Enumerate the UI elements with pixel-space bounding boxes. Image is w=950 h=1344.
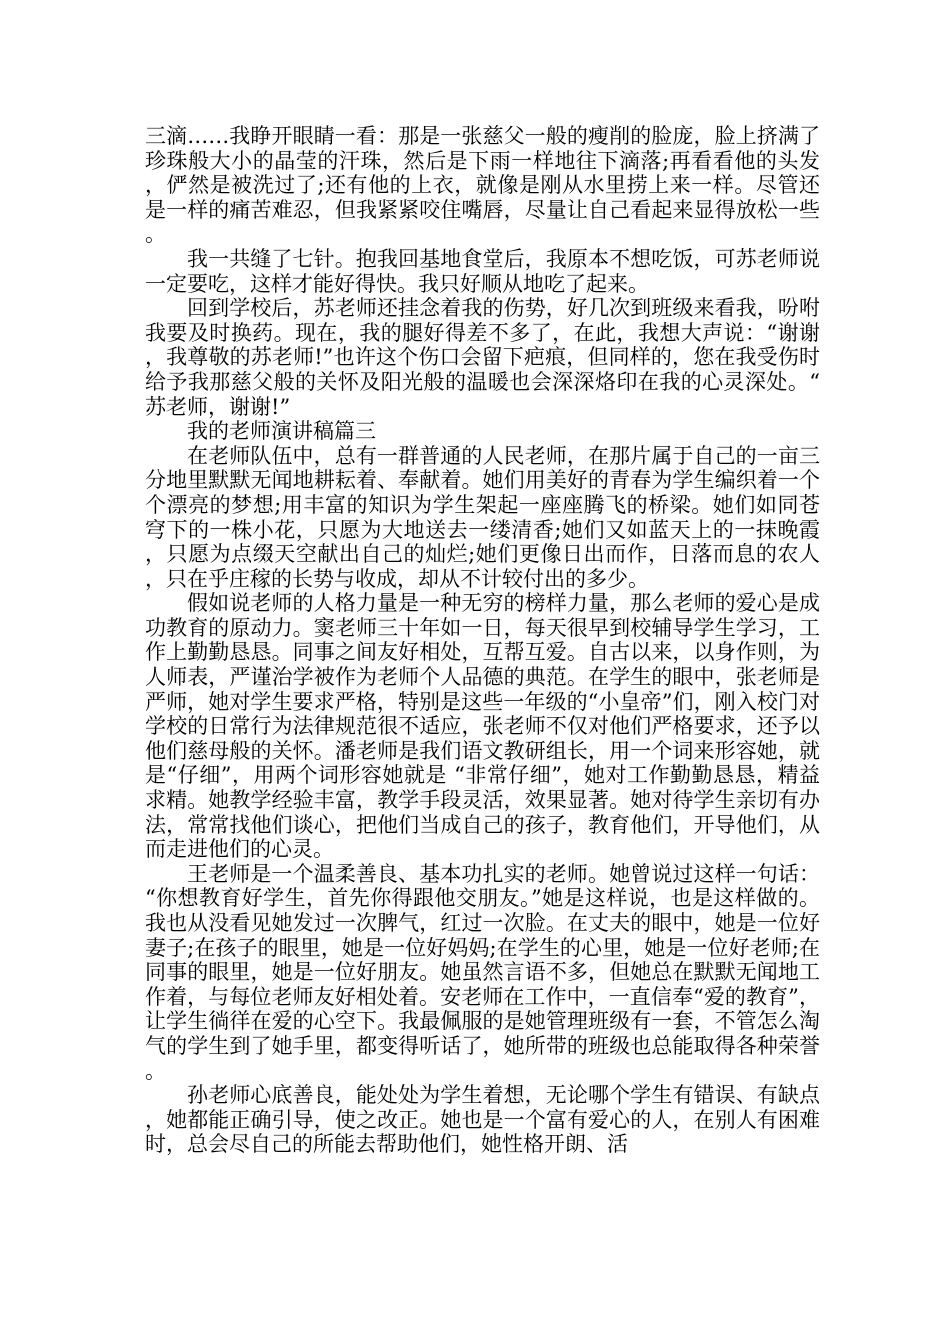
paragraph-1: 三滴……我睁开眼睛一看：那是一张慈父一般的瘦削的脸庞，脸上挤满了珍珠般大小的晶莹的汗珠，然后是下雨一样地往下滴落;再看看他的头发，俨然是被洗过了;还有他的上衣，就像是刚从水里捞上来一样。尽管还是一样的痛苦难忍，但我紧紧咬住嘴唇，尽量让自己看起来显得放松一些。 bbox=[145, 124, 820, 247]
paragraph-6: 王老师是一个温柔善良、基本功扎实的老师。她曾说过这样一句话：“你想教育好学生，首先你得跟他交朋友。”她是这样说，也是这样做的。我也从没看见她发过一次脾气，红过一次脸。在丈夫的眼中，她是一位好妻子;在孩子的眼里，她是一位好妈妈;在学生的心里，她是一位好老师;在同事的眼里，她是一位好朋友。她虽然言语不多，但她总在默默无闻地工作着，与每位老师友好相处着。安老师在工作中，一直信奉“爱的教育”，让学生徜徉在爱的心空下。我最佩服的是她管理班级有一套，不管怎么淘气的学生到了她手里，都变得听话了，她所带的班级也总能取得各种荣誉。 bbox=[145, 861, 820, 1083]
paragraph-4: 在老师队伍中，总有一群普通的人民老师，在那片属于自己的一亩三分地里默默无闻地耕耘着、奉献着。她们用美好的青春为学生编织着一个个漂亮的梦想;用丰富的知识为学生架起一座座腾飞的桥梁。她们如同苍穹下的一株小花，只愿为大地送去一缕清香;她们又如蓝天上的一抹晚霞，只愿为点缀天空献出自己的灿烂;她们更像日出而作，日落而息的农人，只在乎庄稼的长势与收成，却从不计较付出的多少。 bbox=[145, 443, 820, 591]
section-heading: 我的老师演讲稿篇三 bbox=[187, 419, 376, 444]
paragraph-7: 孙老师心底善良，能处处为学生着想，无论哪个学生有错误、有缺点，她都能正确引导，使之改正。她也是一个富有爱心的人，在别人有困难时，总会尽自己的所能去帮助他们，她性格开朗、活 bbox=[145, 1083, 820, 1157]
document-body bbox=[145, 124, 820, 1157]
paragraph-5: 假如说老师的人格力量是一种无穷的榜样力量，那么老师的爱心是成功教育的原动力。窦老师三十年如一日，每天很早到校辅导学生学习，工作上勤勤恳恳。同事之间友好相处，互帮互爱。自古以来，以身作则，为人师表，严谨治学被作为老师个人品德的典范。在学生的眼中，张老师是严师，她对学生要求严格，特别是这些一年级的“小皇帝”们，刚入校门对学校的日常行为法律规范很不适应，张老师不仅对他们严格要求，还予以他们慈母般的关怀。潘老师是我们语文教研组长，用一个词来形容她，就是“仔细”，用两个词形容她就是 “非常仔细”，她对工作勤勤恳恳，精益求精。她教学经验丰富，教学手段灵活，效果显著。她对待学生亲切有办法，常常找他们谈心，把他们当成自己的孩子，教育他们，开导他们，从而走进他们的心灵。 bbox=[145, 591, 820, 862]
paragraph-2: 我一共缝了七针。抱我回基地食堂后，我原本不想吃饭，可苏老师说一定要吃，这样才能好得快。我只好顺从地吃了起来。 bbox=[145, 246, 820, 296]
paragraph-3: 回到学校后，苏老师还挂念着我的伤势，好几次到班级来看我，吩咐我要及时换药。现在，我的腿好得差不多了，在此，我想大声说：“谢谢，我尊敬的苏老师!”也许这个伤口会留下疤痕，但同样的，您在我受伤时给予我那慈父般的关怀及阳光般的温暖也会深深烙印在我的心灵深处。“苏老师，谢谢!” bbox=[145, 296, 820, 419]
